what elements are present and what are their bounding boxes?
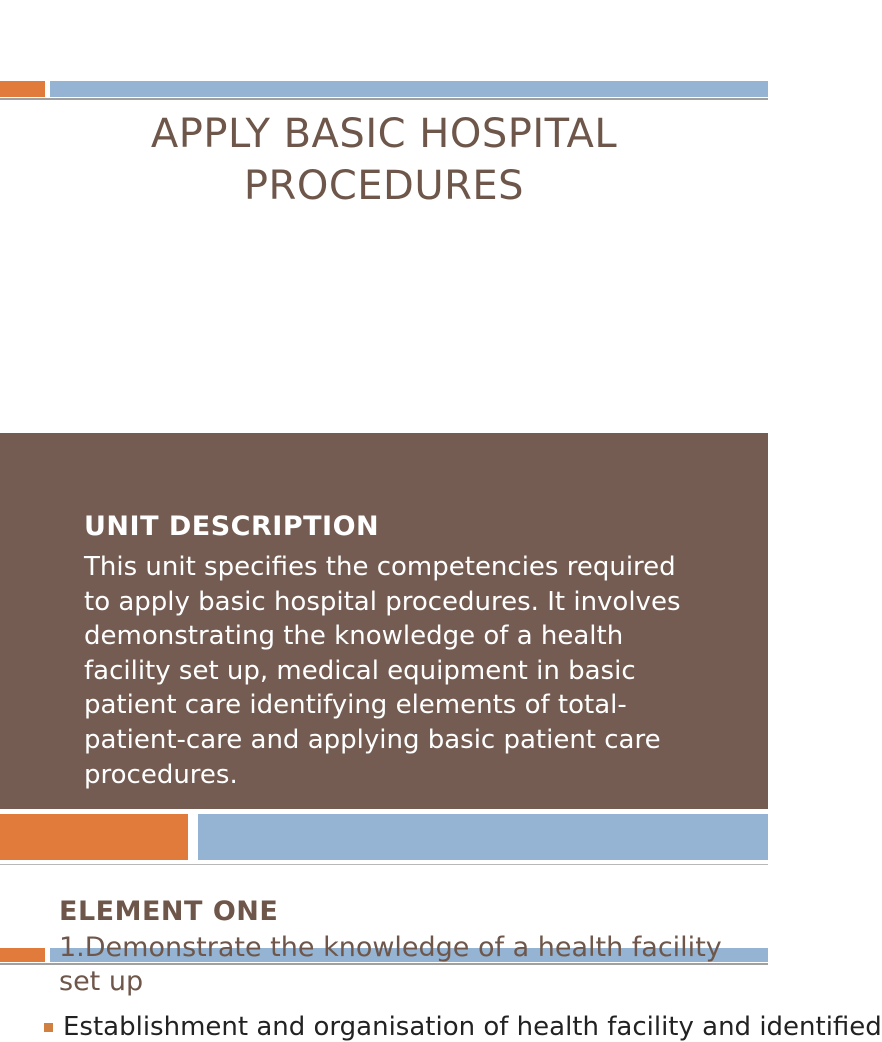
accent-bar-orange-low	[0, 948, 45, 962]
accent-bar-orange-top	[0, 81, 45, 97]
slide-title: APPLY BASIC HOSPITAL PROCEDURES	[150, 111, 618, 209]
divider-mid	[0, 864, 768, 865]
divider-top	[0, 98, 768, 100]
accent-bar-blue-mid	[198, 814, 768, 860]
accent-bar-blue-top	[50, 81, 768, 97]
unit-description-heading: UNIT DESCRIPTION	[84, 511, 380, 542]
accent-bar-orange-mid	[0, 814, 188, 860]
element-one-text: 1.Demonstrate the knowledge of a health facility set up	[59, 932, 722, 997]
element-one-heading: ELEMENT ONE	[59, 896, 279, 927]
bullet-text: Establishment and organisation of health facility and identified	[63, 1012, 882, 1042]
bullet-square-icon	[44, 1023, 53, 1032]
bullet-item	[44, 1012, 882, 1042]
unit-description-text: This unit specifies the competencies required to apply basic hospital procedures. It involves demonstrating the knowledge of a health facility set up, medical equipment in basic patient care identifying elements of total-patient-care and applying basic patient care procedures.	[84, 552, 681, 790]
